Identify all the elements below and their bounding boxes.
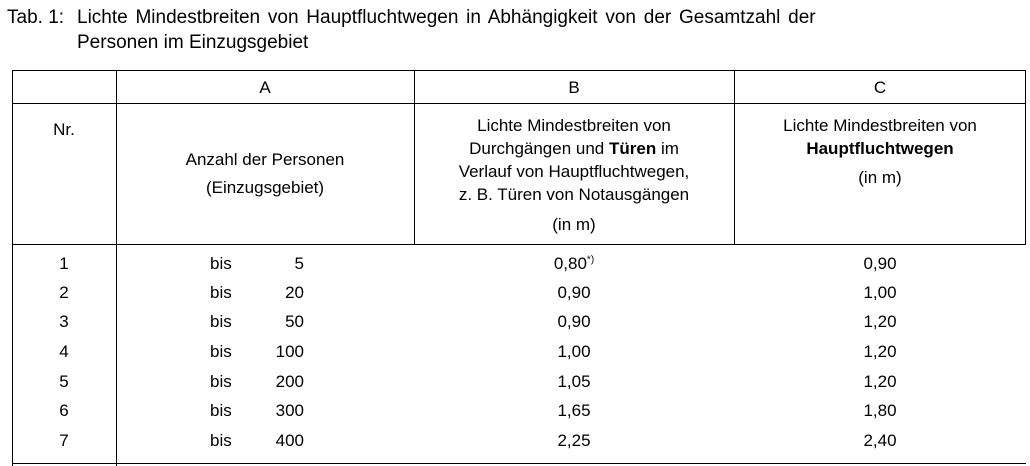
row-door-width-value: 0,80 bbox=[553, 254, 587, 273]
row-route-width: 1,80 bbox=[863, 401, 897, 420]
row-door-width: 1,00 bbox=[557, 342, 591, 361]
row-bis: bis bbox=[210, 401, 232, 420]
row-bis: bis bbox=[210, 431, 232, 450]
header-bottom-border bbox=[12, 244, 1026, 245]
row-route-width: 2,40 bbox=[863, 431, 897, 450]
table-top-border bbox=[12, 70, 1026, 71]
row-bis: bis bbox=[210, 254, 232, 273]
row-bis: bis bbox=[210, 372, 232, 391]
column-letter-b: B bbox=[568, 78, 580, 97]
header-a-line-2: (Einzugsgebiet) bbox=[205, 178, 325, 197]
header-c-escape-routes: Hauptfluchtwegen bbox=[806, 139, 954, 158]
row-persons: 300 bbox=[275, 401, 304, 420]
row-bis: bis bbox=[210, 283, 232, 302]
row-route-width: 1,00 bbox=[863, 283, 897, 302]
row-persons: 5 bbox=[294, 254, 304, 273]
escape-route-width-table bbox=[12, 70, 1026, 466]
header-nr: Nr. bbox=[53, 120, 75, 139]
row-route-width: 1,20 bbox=[863, 342, 897, 361]
header-a bbox=[116, 146, 414, 202]
header-b-line-2 bbox=[414, 137, 734, 160]
header-b-doors: Türen bbox=[608, 139, 657, 158]
row-bis: bis bbox=[210, 342, 232, 361]
header-b-line-3: Verlauf von Hauptfluchtwegen, bbox=[458, 162, 690, 181]
table-bottom-rule bbox=[12, 463, 1026, 464]
table-row bbox=[12, 250, 1026, 279]
header-c-line-1: Lichte Mindestbreiten von bbox=[783, 116, 977, 135]
row-door-width: 1,65 bbox=[557, 401, 591, 420]
row-persons: 200 bbox=[275, 372, 304, 391]
row-route-width: 1,20 bbox=[863, 372, 897, 391]
header-c bbox=[734, 114, 1026, 189]
header-b-line-2-pre: Durchgängen und bbox=[469, 139, 609, 158]
row-persons: 20 bbox=[285, 283, 304, 302]
header-b-unit: (in m) bbox=[552, 215, 596, 234]
header-b bbox=[414, 114, 734, 236]
caption-line-1: Lichte Mindestbreiten von Hauptfluchtwegen in Abhängigkeit von der Gesamtzahl der bbox=[77, 7, 816, 28]
row-bis: bis bbox=[210, 312, 232, 331]
footnote-marker: *) bbox=[586, 254, 595, 266]
row-nr: 6 bbox=[59, 401, 69, 420]
header-b-line-2-post: im bbox=[656, 139, 679, 158]
caption-label: Tab. 1: bbox=[7, 7, 65, 28]
row-door-width: 0,90 bbox=[557, 283, 591, 302]
header-c-unit: (in m) bbox=[858, 168, 902, 187]
row-nr: 5 bbox=[59, 372, 69, 391]
table-row bbox=[12, 397, 1026, 426]
header-b-line-4: z. B. Türen von Notausgängen bbox=[458, 185, 690, 204]
row-persons: 100 bbox=[275, 342, 304, 361]
table-caption bbox=[7, 5, 1022, 55]
row-nr: 4 bbox=[59, 342, 69, 361]
row-door-width bbox=[414, 254, 734, 274]
column-letter-c: C bbox=[873, 78, 887, 97]
table-row bbox=[12, 308, 1026, 337]
header-a-line-1: Anzahl der Personen bbox=[185, 150, 345, 169]
table-row bbox=[12, 338, 1026, 367]
column-letter-a: A bbox=[259, 78, 271, 97]
row-door-width: 1,05 bbox=[557, 372, 591, 391]
row-persons: 400 bbox=[275, 431, 304, 450]
row-nr: 7 bbox=[59, 431, 69, 450]
row-persons: 50 bbox=[285, 312, 304, 331]
column-letter-divider bbox=[12, 103, 1026, 104]
header-b-line-1: Lichte Mindestbreiten von bbox=[477, 116, 671, 135]
header-c-line-2 bbox=[734, 137, 1026, 160]
table-row bbox=[12, 368, 1026, 397]
caption-line-2: Personen im Einzugsgebiet bbox=[77, 32, 309, 53]
row-door-width: 2,25 bbox=[557, 431, 591, 450]
row-route-width: 0,90 bbox=[863, 254, 897, 273]
row-nr: 2 bbox=[59, 283, 69, 302]
table-row bbox=[12, 279, 1026, 308]
row-route-width: 1,20 bbox=[863, 312, 897, 331]
row-nr: 1 bbox=[59, 254, 69, 273]
caption-text bbox=[77, 5, 1022, 55]
row-door-width: 0,90 bbox=[557, 312, 591, 331]
table-row bbox=[12, 427, 1026, 456]
row-nr: 3 bbox=[59, 312, 69, 331]
